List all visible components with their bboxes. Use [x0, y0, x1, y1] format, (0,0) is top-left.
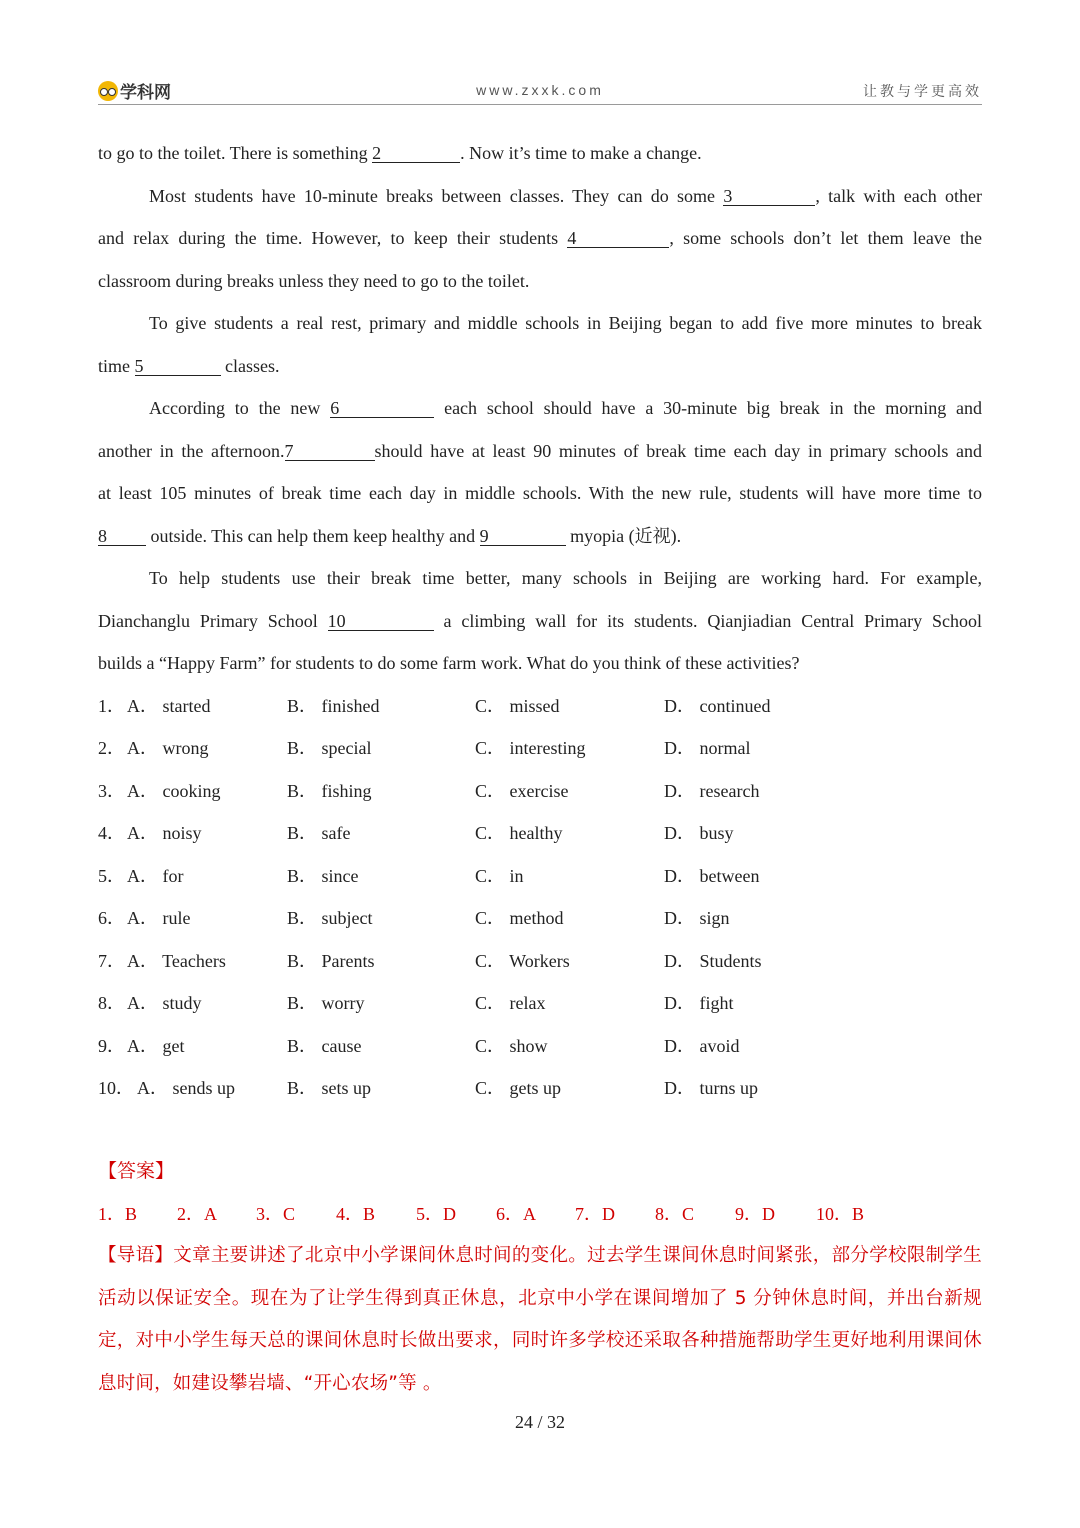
answer-key-row [98, 1193, 982, 1236]
option-a: A． cooking [127, 780, 221, 801]
site-slogan: 让教与学更高效 [863, 84, 982, 100]
answer-item: 3．C [256, 1203, 296, 1224]
passage-line [98, 217, 982, 260]
answer-item: 5．D [416, 1203, 456, 1224]
question-row [98, 727, 982, 770]
question-row [98, 940, 982, 983]
passage-line [98, 132, 982, 175]
passage-text-segment: and relax during the time. However, to keep their students [98, 228, 568, 248]
answer-item: 4．B [336, 1203, 376, 1224]
passage-line [98, 387, 982, 430]
option-c: C． Workers [475, 950, 570, 971]
options-list [98, 685, 982, 1110]
option-a: A． for [127, 865, 184, 886]
question-row [98, 855, 982, 898]
option-c: C． healthy [475, 823, 563, 843]
passage-line [98, 557, 982, 600]
option-a: A． wrong [127, 738, 209, 758]
passage-text-segment: Dianchanglu Primary School [98, 610, 328, 631]
option-c: C． interesting [475, 738, 586, 758]
blank-6: 6 [330, 399, 434, 418]
passage-text-segment: classes. [220, 355, 280, 376]
passage-text-segment: , some schools don’t let them leave the [669, 228, 983, 248]
passage-text-segment: outside. This can help them keep healthy and [146, 525, 480, 546]
passage-text-segment: builds a “Happy Farm” for students to do some farm work. What do you think of these activities? [98, 653, 800, 673]
option-c: C． missed [475, 695, 560, 716]
option-b: B． subject [287, 908, 373, 928]
question-row [98, 982, 982, 1025]
option-d: D． continued [664, 695, 771, 716]
answer-item: 8．C [655, 1203, 695, 1224]
passage-text-segment: . Now it’s time to make a change. [460, 143, 702, 163]
option-a: A． started [127, 695, 211, 716]
question-row [98, 1067, 982, 1110]
passage-line [98, 345, 982, 388]
option-d: D． fight [664, 993, 734, 1013]
question-number: 6． [98, 908, 125, 928]
question-number: 4． [98, 823, 125, 843]
passage-text-segment: To help students use their break time better, many schools in Beijing are working hard. For example, [149, 568, 982, 588]
option-b: B． finished [287, 695, 380, 716]
option-d: D． research [664, 780, 760, 801]
option-a: A． study [127, 993, 202, 1013]
option-b: B． sets up [287, 1078, 372, 1098]
page-number: 24 / 32 [514, 1412, 565, 1432]
option-a: A． sends up [137, 1078, 235, 1098]
blank-9: 9 [480, 527, 566, 546]
option-c: C． show [475, 1035, 548, 1056]
option-d: D． Students [664, 950, 762, 971]
question-row [98, 1025, 982, 1068]
logo-text: 学科网 [120, 83, 171, 103]
answer-section [98, 1150, 982, 1405]
option-b: B． special [287, 738, 372, 758]
passage-line [98, 302, 982, 345]
question-number: 10． [98, 1078, 134, 1098]
passage-body [98, 132, 982, 1110]
passage-text-segment: According to the new [149, 398, 331, 418]
option-b: B． cause [287, 1035, 362, 1056]
blank-3: 3 [723, 187, 815, 206]
passage-text-segment: To give students a real rest, primary and middle schools in Beijing began to add five more minutes to break [149, 313, 982, 333]
passage-text-segment: another in the afternoon. [98, 440, 285, 461]
option-a: A． noisy [127, 823, 202, 843]
answer-item: 10．B [816, 1203, 865, 1224]
option-a: A． get [127, 1035, 185, 1056]
blank-7: 7 [285, 442, 375, 461]
passage-text-segment: at least 105 minutes of break time each day in middle schools. With the new rule, students will have more time to [98, 483, 982, 503]
question-number: 2． [98, 738, 125, 758]
question-number: 9． [98, 1035, 125, 1056]
option-c: C． in [475, 865, 524, 886]
passage-text-segment: myopia (近视). [565, 525, 682, 546]
option-d: D． avoid [664, 1035, 740, 1056]
passage-text-segment: , talk with each other [815, 185, 982, 206]
passage-line [98, 175, 982, 218]
passage-text-segment: Most students have 10-minute breaks between classes. They can do some [149, 185, 724, 206]
page-header [98, 76, 982, 105]
passage-line [98, 430, 982, 473]
guide-text: 文章主要讲述了北京中小学课间休息时间的变化。过去学生课间休息时间紧张，部分学校限制学生活动以保证安全。现在为了让学生得到真正休息，北京中小学在课间增加了 5 分钟休息时间，并出台新规定，对中小学生每天总的课间休息时长做出要求，同时许多学校还采取各种措施帮助学生更好地利用课间休息时间，如建设攀岩墙、“开心农场”等 。 [98, 1245, 982, 1394]
option-b: B． fishing [287, 780, 372, 801]
option-c: C． method [475, 908, 564, 928]
question-number: 8． [98, 993, 125, 1013]
question-number: 7． [98, 950, 125, 971]
option-b: B． safe [287, 823, 351, 843]
option-d: D． between [664, 865, 760, 886]
option-c: C． gets up [475, 1078, 562, 1098]
passage-text-segment: classroom during breaks unless they need to go to the toilet. [98, 270, 530, 291]
passage-text-segment: should have at least 90 minutes of break time each day in primary schools and [374, 440, 983, 461]
passage-text-segment: each school should have a 30-minute big break in the morning and [434, 398, 983, 418]
option-c: C． exercise [475, 780, 569, 801]
passage-text-segment: a climbing wall for its students. Qianjiadian Central Primary School [433, 610, 982, 631]
answer-item: 7．D [575, 1203, 615, 1224]
site-url[interactable]: www.zxxk.com [476, 82, 604, 98]
answer-item: 6．A [496, 1203, 536, 1224]
question-row [98, 812, 982, 855]
option-b: B． worry [287, 993, 365, 1013]
answer-heading: 【答案】 [98, 1160, 175, 1182]
answer-item: 2．A [177, 1203, 217, 1224]
passage-line [98, 472, 982, 515]
passage-line [98, 260, 982, 303]
option-a: A． Teachers [127, 950, 226, 971]
question-row [98, 770, 982, 813]
question-row [98, 897, 982, 940]
option-a: A． rule [127, 908, 191, 928]
passage-text-segment: to go to the toilet. There is something [98, 143, 373, 163]
blank-4: 4 [567, 229, 669, 248]
passage-line [98, 600, 982, 643]
answer-item: 1．B [98, 1203, 138, 1224]
guide-paragraph [98, 1235, 982, 1405]
passage-line [98, 642, 982, 685]
question-number: 1． [98, 695, 125, 716]
answer-item: 9．D [735, 1203, 775, 1224]
option-d: D． busy [664, 823, 734, 843]
option-d: D． normal [664, 738, 751, 758]
passage-text-segment: time [98, 355, 135, 376]
option-d: D． sign [664, 908, 730, 928]
question-number: 5． [98, 865, 125, 886]
question-number: 3． [98, 780, 125, 801]
option-c: C． relax [475, 993, 546, 1013]
option-b: B． Parents [287, 950, 375, 971]
blank-2: 2 [372, 144, 460, 163]
blank-8: 8 [98, 527, 146, 546]
passage-text [98, 132, 982, 685]
guide-label: 【导语】 [98, 1245, 174, 1266]
passage-line [98, 515, 982, 558]
blank-5: 5 [135, 357, 221, 376]
question-row [98, 685, 982, 728]
blank-10: 10 [328, 612, 434, 631]
option-b: B． since [287, 865, 359, 886]
option-d: D． turns up [664, 1078, 758, 1098]
